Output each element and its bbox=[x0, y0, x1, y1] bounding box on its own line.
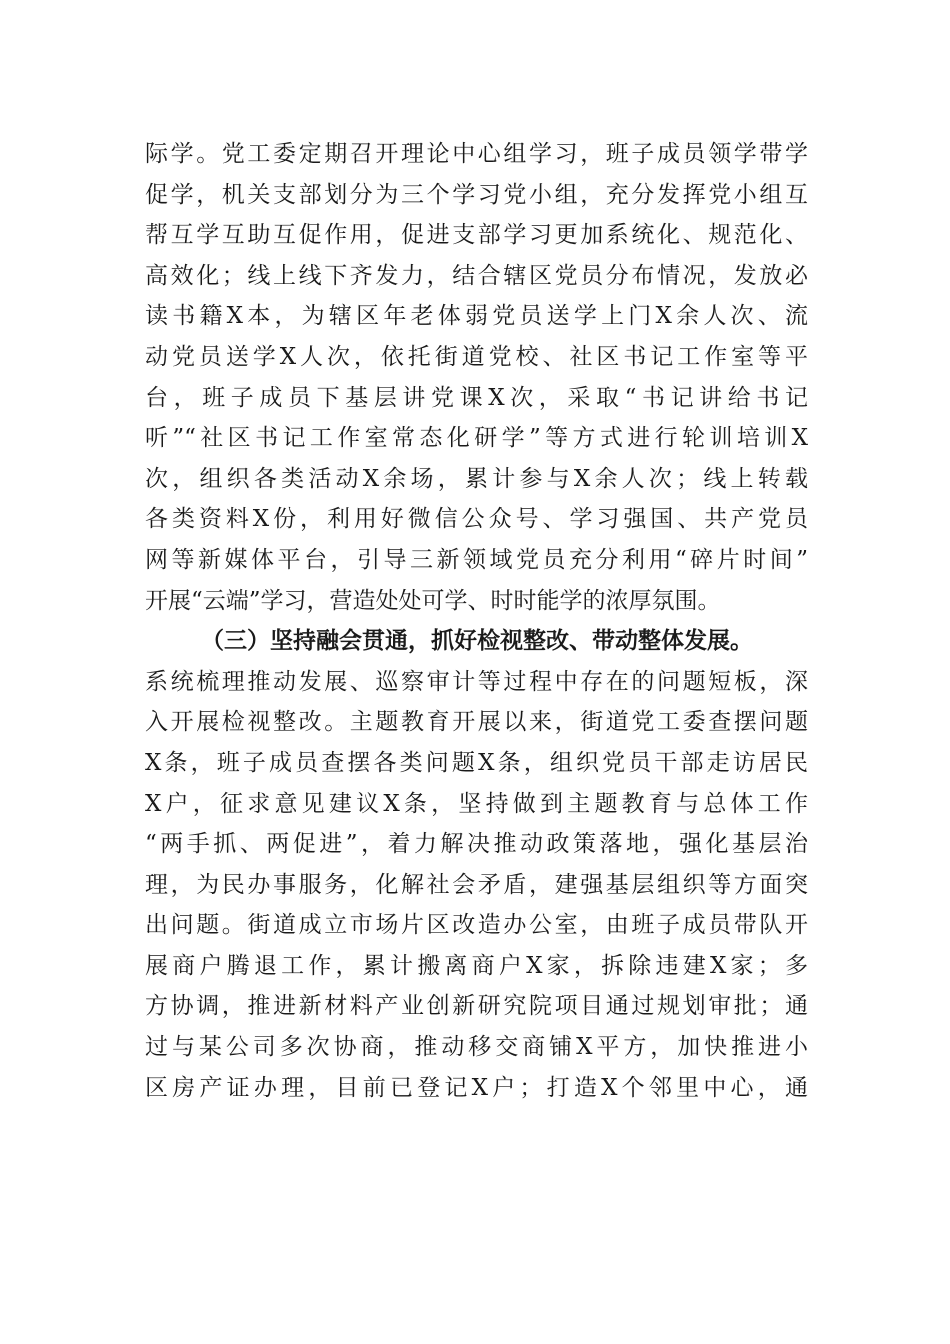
text-line: 动党员送学X人次，依托街道党校、社区书记工作室等平 bbox=[145, 343, 808, 370]
text-line: 台，班子成员下基层讲党课X次，采取“书记讲给书记 bbox=[145, 384, 808, 411]
text-line: 各类资料X份，利用好微信公众号、学习强国、共产党员 bbox=[145, 506, 808, 533]
text-line: 次，组织各类活动X余场，累计参与X余人次；线上转载 bbox=[145, 465, 808, 492]
text-line: 入开展检视整改。主题教育开展以来，街道党工委查摆问题 bbox=[145, 709, 808, 736]
text-line: 读书籍X本，为辖区年老体弱党员送学上门X余人次、流 bbox=[145, 303, 808, 330]
text-line: X户，征求意见建议X条，坚持做到主题教育与总体工作 bbox=[145, 790, 808, 817]
text-line: X条，班子成员查摆各类问题X条，组织党员干部走访居民 bbox=[145, 749, 808, 776]
text-line: 高效化；线上线下齐发力，结合辖区党员分布情况，发放必 bbox=[145, 262, 808, 289]
text-line: 系统梳理推动发展、巡察审计等过程中存在的问题短板，深 bbox=[145, 668, 808, 695]
document-page bbox=[145, 134, 808, 1108]
text-line: 区房产证办理，目前已登记X户；打造X个邻里中心，通 bbox=[145, 1074, 808, 1101]
text-line: 展商户腾退工作，累计搬离商户X家，拆除违建X家；多 bbox=[145, 952, 808, 979]
text-line: 网等新媒体平台，引导三新领域党员充分利用“碎片时间” bbox=[145, 546, 808, 573]
text-line: 促学，机关支部划分为三个学习党小组，充分发挥党小组互 bbox=[145, 181, 808, 208]
section-heading: （三）坚持融会贯通，抓好检视整改、带动整体发展。 bbox=[201, 627, 753, 655]
text-line: 开展“云端”学习，营造处处可学、时时能学的浓厚氛围。 bbox=[145, 587, 721, 614]
text-line: “两手抓、两促进”，着力解决推动政策落地，强化基层治 bbox=[145, 831, 808, 858]
text-line: 方协调，推进新材料产业创新研究院项目通过规划审批；通 bbox=[145, 993, 808, 1020]
text-line: 听”“社区书记工作室常态化研学”等方式进行轮训培训X bbox=[145, 425, 808, 452]
text-line: 帮互学互助互促作用，促进支部学习更加系统化、规范化、 bbox=[145, 222, 808, 249]
text-line: 理，为民办事服务，化解社会矛盾，建强基层组织等方面突 bbox=[145, 871, 808, 898]
text-line: 际学。党工委定期召开理论中心组学习，班子成员领学带学 bbox=[145, 141, 808, 167]
text-line: 出问题。街道成立市场片区改造办公室，由班子成员带队开 bbox=[145, 912, 808, 939]
text-line: 过与某公司多次协商，推动移交商铺X平方，加快推进小 bbox=[145, 1034, 808, 1061]
